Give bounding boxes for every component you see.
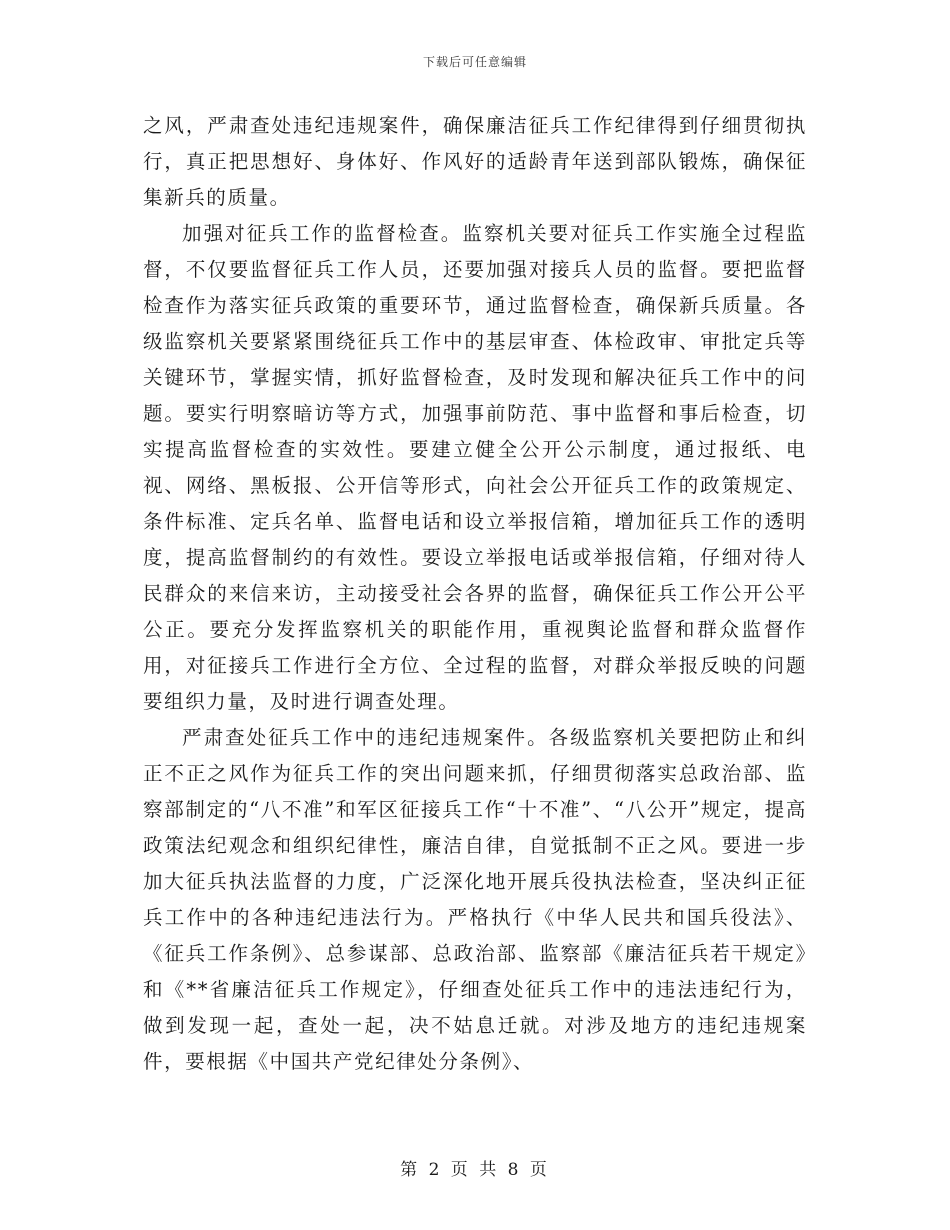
paragraph-discipline: 严肃查处征兵工作中的违纪违规案件。各级监察机关要把防止和纠正不正之风作为征兵工作的突出问题来抓，仔细贯彻落实总政治部、监察部制定的“八不准”和军区征接兵工作“十不准”、“八公开”规定，提高政策法纪观念和组织纪律性，廉洁自律，自觉抵制不正之风。要进一步加大征兵执法监督的力度，广泛深化地开展兵役执法检查，坚决纠正征兵工作中的各种违纪违法行为。严格执行《中华人民共和国兵役法》、《征兵工作条例》、总参谋部、总政治部、监察部《廉洁征兵若干规定》和《**省廉洁征兵工作规定》，仔细查处征兵工作中的违法违纪行为，做到发现一起，查处一起，决不姑息迁就。对涉及地方的违纪违规案件，要根据《中国共产党纪律处分条例》、: [143, 726, 807, 1073]
page-number-footer: 第 2 页 共 8 页: [400, 1160, 550, 1180]
page-header: 下载后可任意编辑: [422, 55, 527, 69]
paragraph-continuation: 之风，严肃查处违纪违规案件，确保廉洁征兵工作纪律得到仔细贯彻执行，真正把思想好、身体好、作风好的适龄青年送到部队锻炼，确保征集新兵的质量。: [143, 114, 807, 209]
paragraph-supervision: 加强对征兵工作的监督检查。监察机关要对征兵工作实施全过程监督，不仅要监督征兵工作人员，还要加强对接兵人员的监督。要把监督检查作为落实征兵政策的重要环节，通过监督检查，确保新兵质量。各级监察机关要紧紧围绕征兵工作中的基层审查、体检政审、审批定兵等关键环节，掌握实情，抓好监督检查，及时发现和解决征兵工作中的问题。要实行明察暗访等方式，加强事前防范、事中监督和事后检查，切实提高监督检查的实效性。要建立健全公开公示制度，通过报纸、电视、网络、黑板报、公开信等形式，向社会公开征兵工作的政策规定、条件标准、定兵名单、监督电话和设立举报信箱，增加征兵工作的透明度，提高监督制约的有效性。要设立举报电话或举报信箱，仔细对待人民群众的来信来访，主动接受社会各界的监督，确保征兵工作公开公平公正。要充分发挥监察机关的职能作用，重视舆论监督和群众监督作用，对征接兵工作进行全方位、全过程的监督，对群众举报反映的问题要组织力量，及时进行调查处理。: [143, 222, 807, 713]
document-body: [143, 108, 807, 1080]
